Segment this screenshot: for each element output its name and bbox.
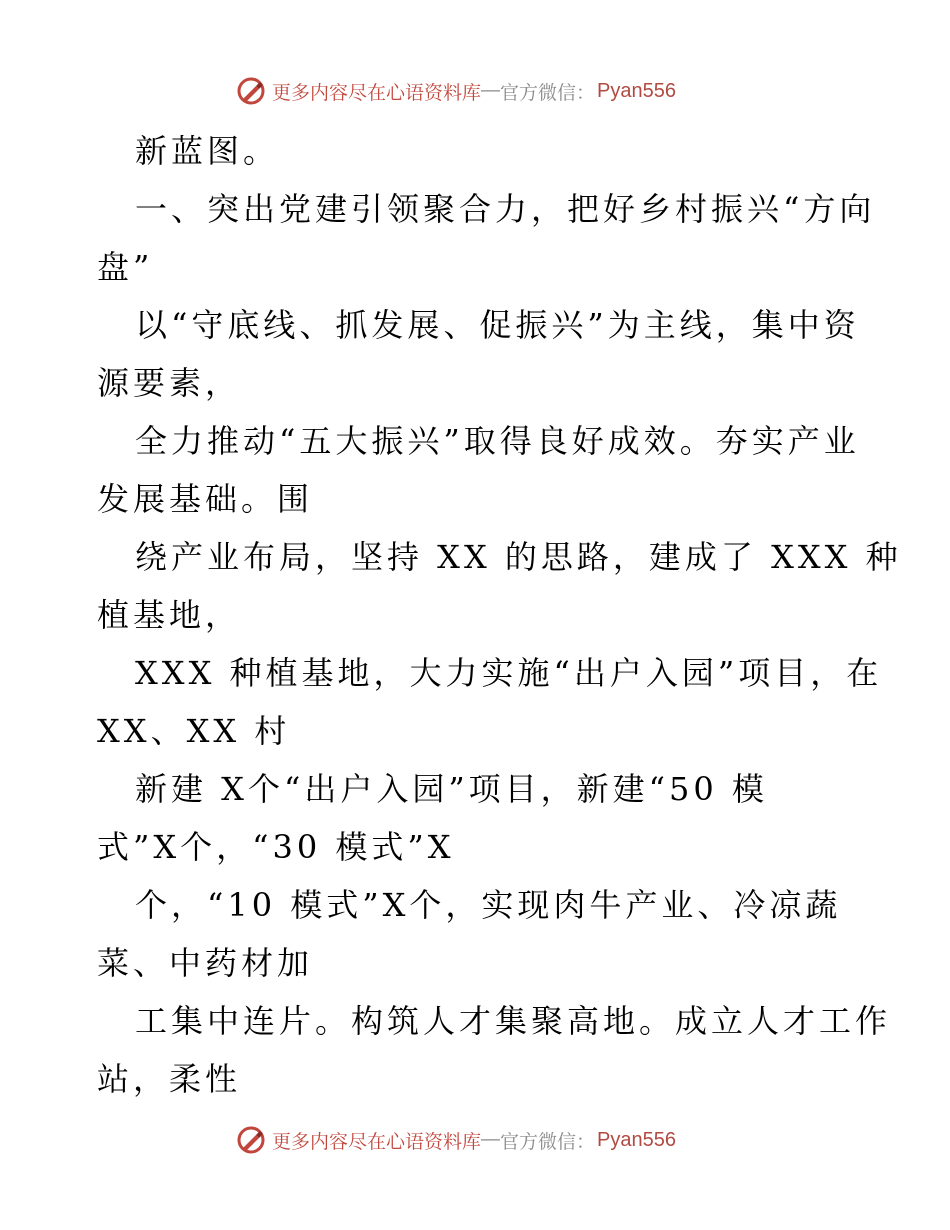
- site-name: 更多内容尽在心语资料库: [272, 81, 482, 104]
- pen-logo-icon: [236, 1125, 266, 1155]
- text-line: 植基地，: [97, 596, 242, 634]
- wechat-id: Pyan556: [597, 1128, 676, 1151]
- text-line: 个，“10 模式”X个，实现肉牛产业、冷凉蔬: [135, 886, 842, 924]
- text-line: 源要素，: [97, 364, 242, 402]
- text-line: 发展基础。围: [97, 480, 314, 518]
- text-line: 菜、中药材加: [97, 944, 314, 982]
- site-name: 更多内容尽在心语资料库: [272, 1130, 482, 1153]
- wechat-label: 官方微信：: [500, 81, 596, 104]
- text-line: 站，柔性: [97, 1060, 242, 1098]
- text-line: XX、XX 村: [97, 712, 291, 750]
- text-line: 新建 X个“出户入园”项目，新建“50 模: [135, 770, 768, 808]
- text-line: 绕产业布局，坚持 XX 的思路，建成了 XXX 种: [135, 538, 902, 576]
- wechat-label: 官方微信：: [500, 1130, 596, 1153]
- text-line: 一、突出党建引领聚合力，把好乡村振兴“方向: [135, 190, 876, 228]
- pen-logo-icon: [236, 76, 266, 106]
- text-line: 工集中连片。构筑人才集聚高地。成立人才工作: [135, 1002, 892, 1040]
- text-line: 盘”: [97, 248, 154, 286]
- text-line: 以“守底线、抓发展、促振兴”为主线，集中资: [135, 306, 860, 344]
- separator: —: [481, 1129, 501, 1150]
- separator: —: [481, 80, 501, 101]
- document-body: [97, 122, 902, 1108]
- text-line: 全力推动“五大振兴”取得良好成效。夯实产业: [135, 422, 860, 460]
- text-line: 式”X个，“30 模式”X: [97, 828, 455, 866]
- wechat-id: Pyan556: [597, 79, 676, 102]
- footer-watermark: [236, 1122, 676, 1158]
- text-line: XXX 种植基地，大力实施“出户入园”项目，在: [135, 654, 883, 692]
- text-line: 新蓝图。: [135, 132, 280, 170]
- header-watermark: [236, 73, 676, 109]
